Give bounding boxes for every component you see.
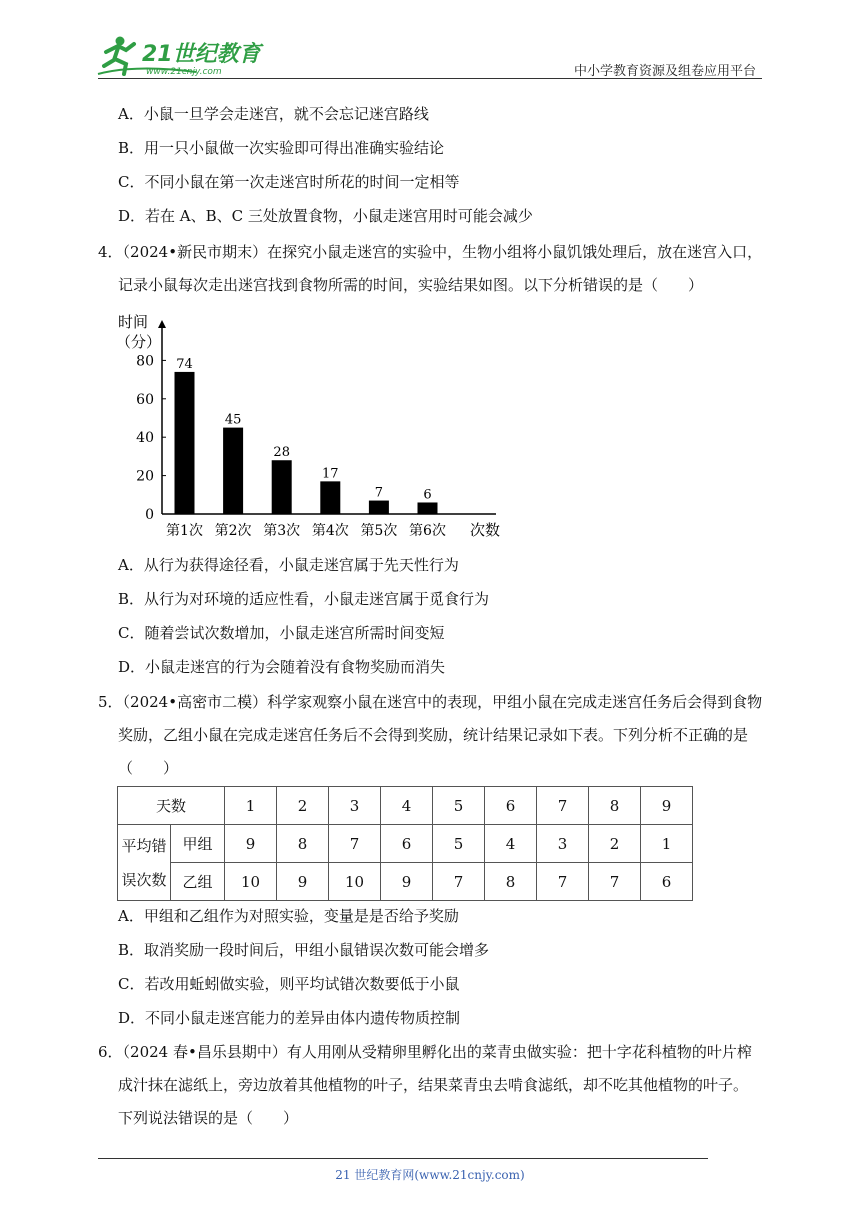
y-axis-label-line2: （分） [116, 333, 162, 351]
platform-name: 中小学教育资源及组卷应用平台 [573, 64, 756, 79]
x-tick-label: 第1次 [166, 523, 203, 539]
table-header-row [118, 787, 693, 825]
table-day-cell: 2 [277, 787, 329, 825]
y-tick-label: 40 [136, 430, 154, 447]
q6-stem-line2: 成汁抹在滤纸上，旁边放着其他植物的叶子，结果菜青虫去啃食滤纸，却不吃其他植物的叶子。 [118, 1076, 749, 1094]
table-group-label [118, 825, 171, 901]
y-tick-label: 0 [145, 507, 154, 523]
q6-stem-line3: 下列说法错误的是（ ） [118, 1109, 299, 1127]
table-cell: 6 [641, 863, 693, 901]
table-day-cell: 6 [485, 787, 537, 825]
x-tick-label: 第3次 [263, 523, 301, 539]
table-day-cell: 3 [329, 787, 381, 825]
table-cell: 7 [433, 863, 485, 901]
y-tick-label: 60 [136, 391, 154, 408]
bar-data-label: 6 [423, 487, 432, 503]
table-row [118, 825, 693, 863]
table-cell: 3 [537, 825, 589, 863]
table-day-cell: 7 [537, 787, 589, 825]
footer-divider [98, 1158, 708, 1159]
table-cell: 7 [329, 825, 381, 863]
q5-data-table [117, 786, 693, 901]
table-cell: 4 [485, 825, 537, 863]
table-cell: 5 [433, 825, 485, 863]
bar-data-label: 45 [224, 412, 242, 428]
y-axis-arrow [158, 320, 166, 328]
logo-url: www.21cnjy.com [146, 67, 222, 77]
logo-text: 21世纪教育 [142, 42, 261, 67]
q4-option-d: D．小鼠走迷宫的行为会随着没有食物奖励而消失 [118, 658, 446, 676]
table-cell: 6 [381, 825, 433, 863]
table-day-cell: 1 [225, 787, 277, 825]
table-cell: 7 [589, 863, 641, 901]
q5-stem-line3: （ ） [118, 759, 179, 777]
q4-option-c: C．随着尝试次数增加，小鼠走迷宫所需时间变短 [118, 624, 445, 642]
bar [175, 372, 195, 514]
bar [272, 460, 292, 514]
q5-option-d: D．不同小鼠走迷宫能力的差异由体内遗传物质控制 [118, 1009, 461, 1027]
y-axis-label-line1: 时间 [118, 313, 149, 331]
bar-chart-svg [116, 310, 516, 542]
q6-stem-line1: 6．（2024 春•昌乐县期中）有人用刚从受精卵里孵化出的菜青虫做实验：把十字花科植物的叶片榨 [98, 1043, 752, 1061]
table-cell: 7 [537, 863, 589, 901]
footer-text[interactable]: 21 世纪教育网(www.21cnjy.com) [335, 1168, 525, 1182]
q4-stem-line2: 记录小鼠每次走出迷宫找到食物所需的时间，实验结果如图。以下分析错误的是（ ） [118, 276, 704, 294]
x-tick-label: 第2次 [214, 523, 252, 539]
q5-option-b: B．取消奖励一段时间后，甲组小鼠错误次数可能会增多 [118, 941, 490, 959]
page-header [0, 0, 860, 80]
y-tick-label: 80 [136, 353, 154, 370]
header-divider [98, 78, 762, 79]
table-cell: 10 [225, 863, 277, 901]
bar-data-label: 28 [273, 445, 290, 461]
runner-logo-icon [96, 34, 266, 78]
bar-data-label: 17 [322, 466, 339, 482]
q4-stem-line1: 4．（2024•新民市期末）在探究小鼠走迷宫的实验中，生物小组将小鼠饥饿处理后，放在迷宫入口， [98, 243, 763, 261]
bar [369, 501, 389, 514]
site-logo[interactable] [96, 34, 266, 78]
q5-option-a: A．甲组和乙组作为对照实验，变量是是否给予奖励 [118, 907, 459, 925]
table-cell: 9 [277, 863, 329, 901]
table-day-cell: 4 [381, 787, 433, 825]
x-tick-label: 第6次 [409, 523, 446, 539]
table-cell: 2 [589, 825, 641, 863]
q3-option-d: D．若在 A、B、C 三处放置食物，小鼠走迷宫用时可能会减少 [118, 207, 533, 225]
q5-stem-line1: 5．（2024•高密市二模）科学家观察小鼠在迷宫中的表现，甲组小鼠在完成走迷宫任务后会得到食物 [98, 693, 763, 711]
bar-data-label: 74 [176, 356, 193, 372]
table-cell: 9 [381, 863, 433, 901]
bar [223, 428, 243, 514]
q5-option-c: C．若改用蚯蚓做实验，则平均试错次数要低于小鼠 [118, 975, 460, 993]
bar [418, 502, 438, 514]
table-row [118, 863, 693, 901]
q4-option-a: A．从行为获得途径看，小鼠走迷宫属于先天性行为 [118, 556, 459, 574]
x-axis-label: 次数 [469, 521, 501, 539]
table-group-label-line1: 平均错 [121, 836, 167, 855]
x-tick-label: 第4次 [311, 523, 349, 539]
table-group-label-line2: 误次数 [121, 870, 167, 889]
table-cell: 10 [329, 863, 381, 901]
bar-data-label: 7 [374, 485, 384, 501]
table-day-cell: 8 [589, 787, 641, 825]
q3-option-a: A．小鼠一旦学会走迷宫，就不会忘记迷宫路线 [118, 105, 429, 123]
table-cell: 1 [641, 825, 693, 863]
bar [320, 481, 340, 514]
q5-stem-line2: 奖励，乙组小鼠在完成走迷宫任务后不会得到奖励，统计结果记录如下表。下列分析不正确的是 [118, 726, 749, 744]
bar-chart [116, 310, 516, 542]
table-row-name: 乙组 [171, 863, 225, 901]
table-cell: 8 [277, 825, 329, 863]
q3-option-b: B．用一只小鼠做一次实验即可得出准确实验结论 [118, 139, 445, 157]
x-tick-label: 第5次 [360, 523, 398, 539]
table-row-name: 甲组 [171, 825, 225, 863]
table-cell: 9 [225, 825, 277, 863]
table-cell: 8 [485, 863, 537, 901]
table-day-cell: 9 [641, 787, 693, 825]
table-header-label: 天数 [118, 787, 225, 825]
y-tick-label: 20 [136, 468, 154, 485]
q4-option-b: B．从行为对环境的适应性看，小鼠走迷宫属于觅食行为 [118, 590, 490, 608]
table-day-cell: 5 [433, 787, 485, 825]
q3-option-c: C．不同小鼠在第一次走迷宫时所花的时间一定相等 [118, 173, 460, 191]
